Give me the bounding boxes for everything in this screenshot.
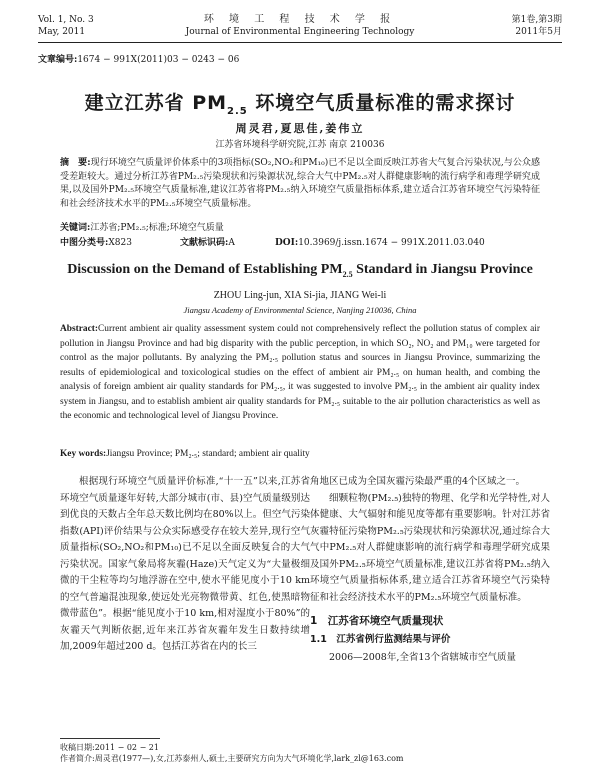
keywords-cn-text: 江苏省;PM₂.₅;标准;环境空气质量 — [90, 223, 224, 233]
doi-value: 10.3969/j.issn.1674 − 991X.2011.03.040 — [298, 238, 485, 248]
body-paragraph: 2006—2008年,全省13个省辖城市空气质量 — [329, 652, 516, 663]
body-paragraph: 角地区已成为全国灰霾污染最严重的4个区域之一。 — [310, 476, 526, 487]
authors-cn: 周灵君,夏思佳,姜伟立 — [235, 122, 365, 135]
abstract-en-text: Current ambient air quality assessment system could not comprehensively reflect the pollution status of complex air pollution in Jiangsu Province and had big disparity with the public perception, in which SO₂, NO₂ and PM₁₀ were targeted for control as the major pollutants. By analyzing the PM₂.₅ pollution status and sources in Jiangsu Province, summarizing the results of epidemiological and toxicological studies on the effect of ambient air PM₂.₅ on human health, and combing the analysis of foreign ambient air quality standards for PM₂.₅, it was suggested to involve PM₂.₅ in the ambient air quality index system in Jiangsu, and to establish ambient air quality standards for PM₂.₅ suitable to the air pollution characteristics as well as the economic and technological level of Jiangsu Province. — [60, 324, 540, 421]
abstract-cn-label: 摘 要: — [60, 158, 91, 168]
keywords-en — [60, 448, 540, 461]
abstract-en-label: Abstract: — [60, 324, 99, 334]
document-code — [180, 237, 235, 250]
article-number-label: 文章编号: — [38, 55, 78, 65]
section-heading: 1 江苏省环境空气质量现状 — [310, 615, 444, 627]
title-en — [0, 262, 600, 279]
clc-value: X823 — [108, 238, 132, 248]
affiliation-cn: 江苏省环境科学研究院,江苏 南京 210036 — [215, 140, 385, 150]
abstract-cn-text: 现行环境空气质量评价体系中的3项指标(SO₂,NO₂和PM₁₀)已不足以全面反映江苏省大气复合污染状况,与公众感受差距较大。通过分析江苏省PM₂.₅污染现状和污染源状况,综合大气中PM₂.₅对人群健康影响的流行病学和毒理学研究成果,以及国外PM₂.₅环境空气质量标准,建议江苏省将PM₂.₅纳入环境空气质量指标体系,建立适合江苏省环境空气污染特征和社会经济技术水平的PM₂.₅环境空气质量标准。 — [60, 158, 540, 209]
title-en-subscript: 2.5 — [342, 269, 353, 279]
received-date: 收稿日期:2011 − 02 − 21 — [60, 743, 159, 752]
header-rule — [38, 42, 562, 43]
header-right — [512, 14, 562, 38]
article-number — [38, 52, 239, 65]
abstract-cn — [60, 157, 540, 211]
issue-date-en: May, 2011 — [38, 27, 86, 37]
doc-code-label: 文献标识码: — [180, 238, 229, 248]
title-cn-part2: 环境空气质量标准的需求探讨 — [247, 92, 516, 114]
body-column-right — [310, 474, 550, 667]
keywords-cn-label: 关键词: — [60, 223, 91, 233]
header-center — [38, 14, 562, 38]
abstract-en — [60, 322, 540, 424]
subsection-heading: 1.1 江苏省例行监测结果与评价 — [310, 633, 451, 645]
title-en-part2: Standard in Jiangsu Province — [352, 262, 533, 277]
footnote — [60, 742, 560, 764]
keywords-en-label: Key words: — [60, 449, 107, 459]
title-cn-subscript: 2.5 — [227, 105, 248, 117]
footnote-rule — [60, 738, 160, 739]
clc-number — [60, 237, 132, 250]
author-bio: 作者简介:周灵君(1977—),女,江苏泰州人,硕士,主要研究方向为大气环境化学,lark_zl@163.com — [60, 754, 404, 763]
affiliation-en: Jiangsu Academy of Environmental Science, Nanjing 210036, China — [183, 305, 417, 315]
body-paragraph: 细颗粒物(PM₂.₅)独特的物理、化学和光学特性,对人体健康、大气辐射和能见度等都有重要影响。针对江苏省灰霾特征污染物PM₂.₅污染现状和污染源状况,通过综合大气中PM₂.₅对人群健康影响的流行病学和毒理学研究成果及国外PM₂.₅环境空气质量标准,建议江苏省将PM₂.₅纳入环境空气质量指标体系,建立适合江苏省环境空气污染特征和社会经济技术水平的PM₂.₅环境空气质量标准。 — [310, 492, 550, 603]
keywords-cn — [60, 222, 540, 235]
article-number-value: 1674 − 991X(2011)03 − 0243 − 06 — [77, 55, 240, 65]
body-paragraph: 根据现行环境空气质量评价标准,“十一五”以来,江苏省环境空气质量逐年好转,大部分城市(市、县)空气质量级别达到优良的天数占全年总天数比例均在80%以上。但空气污染指数(API)评价结果与公众实际感受存在较大差异,现行空气质量指标(SO₂,NO₂和PM₁₀)已不足以全面反映复合的大气污染状况。国家气象局将灰霾(Haze)天气定义为“大量极细微的干尘粒等均匀地浮游在空中,使水平能见度小于10 km的空气普遍混浊现象,使远处光亮物微带黄、红色,使黑暗物微带蓝色”。根据“能见度小于10 km,相对湿度小于80%”的灰霾天气判断依据,近年来江苏省灰霾年发生日数持续增加,2009年超过200 d。包括江苏省在内的长三 — [60, 476, 310, 652]
volume-issue-cn: 第1卷,第3期 — [511, 15, 562, 25]
doi-label: DOI: — [275, 238, 299, 248]
title-en-part1: Discussion on the Demand of Establishing PM — [67, 262, 343, 277]
body-column-left — [60, 474, 310, 656]
clc-label: 中图分类号: — [60, 238, 109, 248]
running-header — [38, 14, 562, 44]
keywords-en-text: Jiangsu Province; PM₂.₅; standard; ambient air quality — [106, 449, 310, 459]
authors-en: ZHOU Ling-jun, XIA Si-jia, JIANG Wei-li — [213, 290, 387, 301]
journal-name-en: Journal of Environmental Engineering Technology — [185, 27, 415, 37]
volume-issue: Vol. 1, No. 3 — [38, 15, 94, 25]
doi — [275, 237, 485, 250]
journal-name-cn: 环 境 工 程 技 术 学 报 — [203, 14, 397, 25]
issue-date-cn: 2011年5月 — [515, 27, 562, 37]
title-cn — [0, 88, 600, 117]
title-cn-part1: 建立江苏省 PM — [84, 92, 228, 114]
doc-code-value: A — [228, 238, 235, 248]
